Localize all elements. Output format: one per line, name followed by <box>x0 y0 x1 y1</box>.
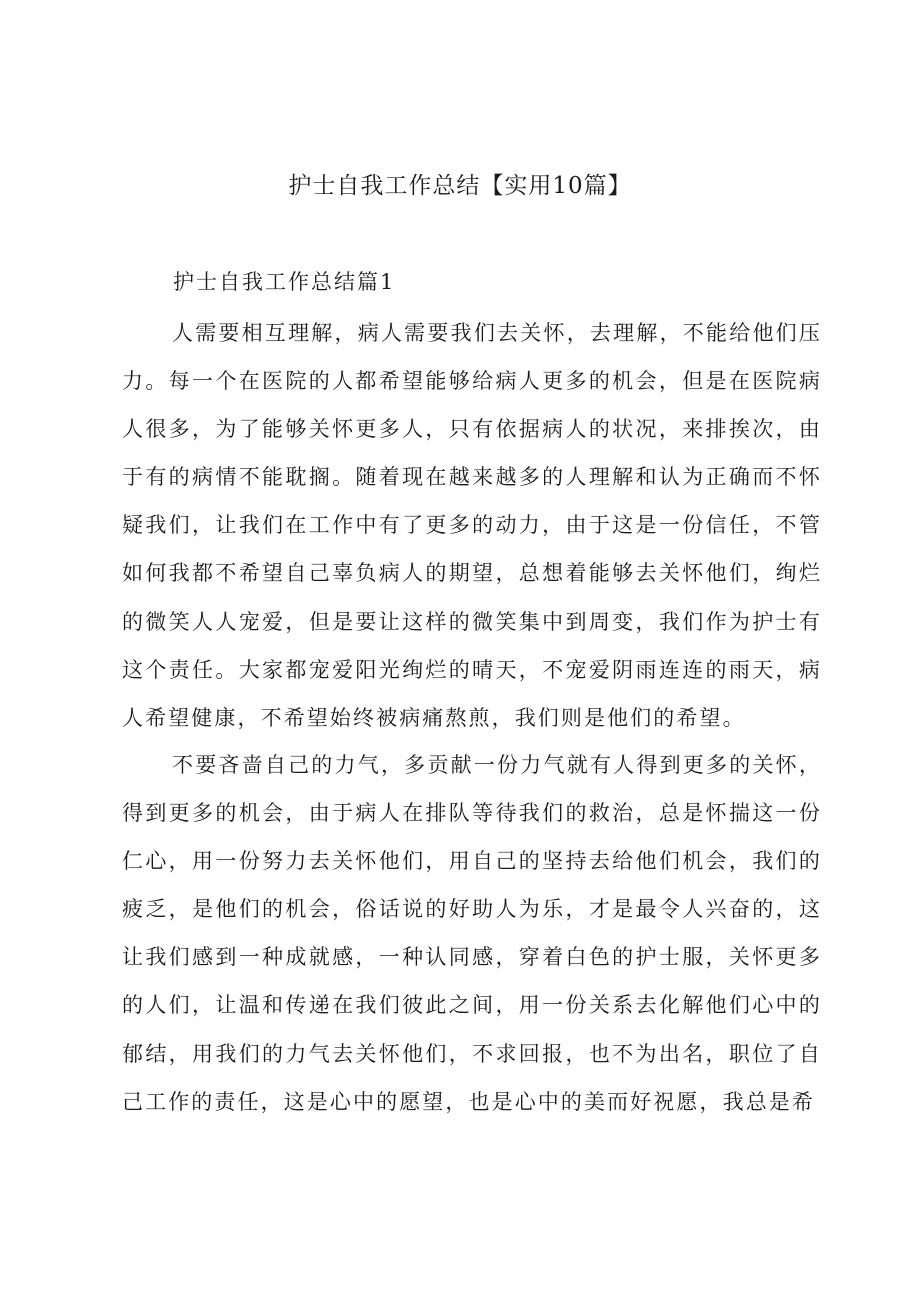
document-title: 护士自我工作总结【实用10篇】 <box>288 173 632 199</box>
body-paragraph-2: 不要吝啬自己的力气，多贡献一份力气就有人得到更多的关怀，得到更多的机会，由于病人在排队等待我们的救治，总是怀揣这一份仁心，用一份努力去关怀他们，用自己的坚持去给他们机会，我们的疲乏，是他们的机会，俗话说的好助人为乐，才是最令人兴奋的，这让我们感到一种成就感，一种认同感，穿着白色的护士服，关怀更多的人们，让温和传递在我们彼此之间，用一份关系去化解他们心中的郁结，用我们的力气去关怀他们，不求回报，也不为出名，职位了自己工作的责任，这是心中的愿望，也是心中的美而好祝愿，我总是希 <box>122 753 822 1114</box>
body-paragraph-1: 人需要相互理解，病人需要我们去关怀，去理解，不能给他们压力。每一个在医院的人都希望能够给病人更多的机会，但是在医院病人很多，为了能够关怀更多人，只有依据病人的状况，来排挨次，由于有的病情不能耽搁。随着现在越来越多的人理解和认为正确而不怀疑我们，让我们在工作中有了更多的动力，由于这是一份信任，不管如何我都不希望自己辜负病人的期望，总想着能够去关怀他们，绚烂的微笑人人宠爱，但是要让这样的微笑集中到周变，我们作为护士有这个责任。大家都宠爱阳光绚烂的晴天，不宠爱阴雨连连的雨天，病人希望健康，不希望始终被病痛熬煎，我们则是他们的希望。 <box>122 321 822 730</box>
section-heading: 护士自我工作总结篇1 <box>173 270 396 294</box>
